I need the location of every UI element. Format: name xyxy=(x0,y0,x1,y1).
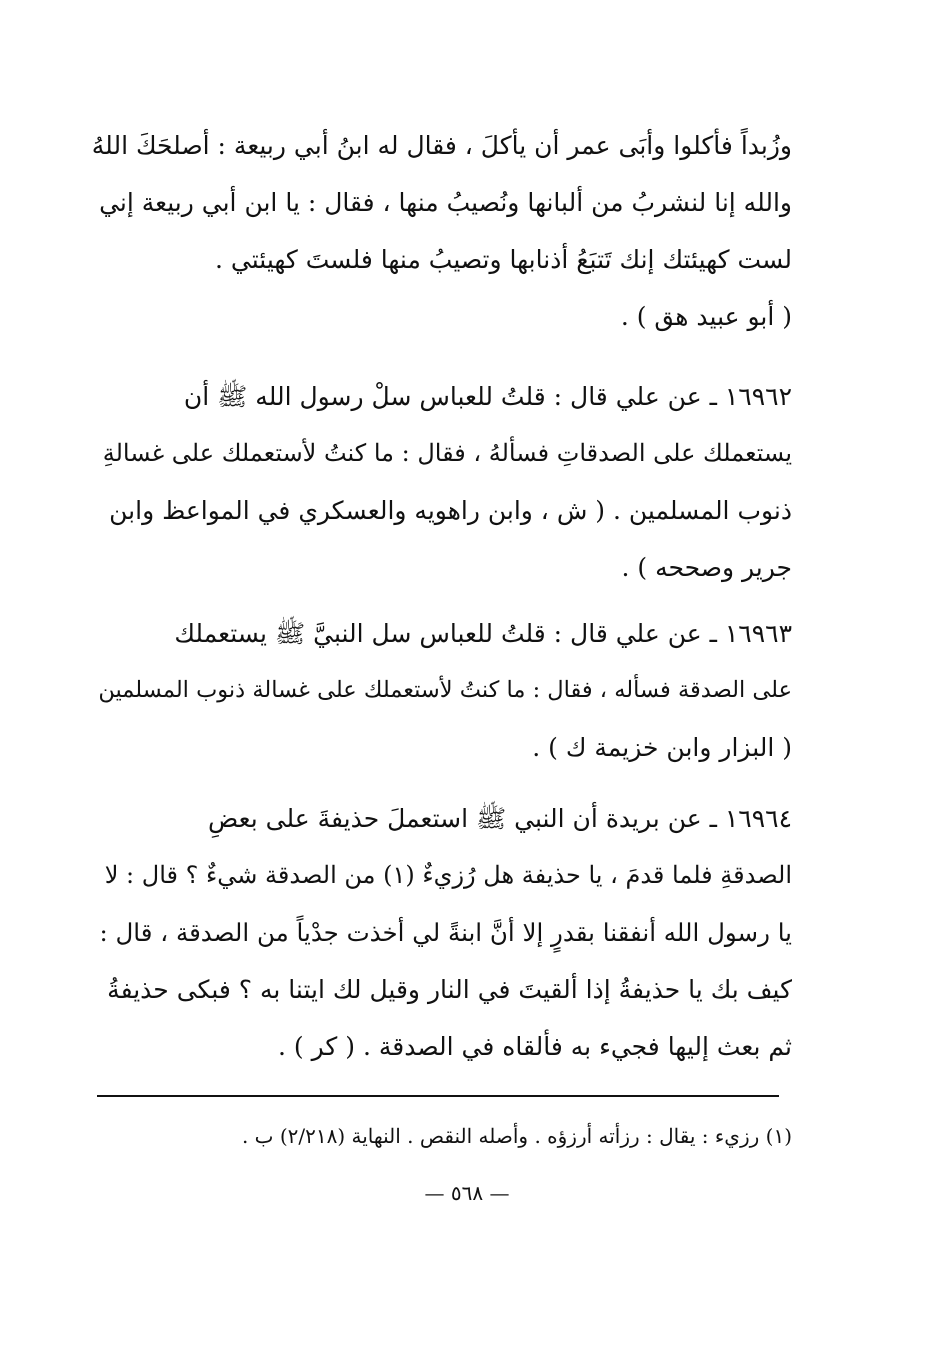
source-citation: ( البزار وابن خزيمة ك ) . xyxy=(532,733,792,762)
text-line: وزُبداً فأكلوا وأبَى عمر أن يأكلَ ، فقال له ابنُ أبي ربيعة : أصلحَكَ اللهُ xyxy=(92,131,792,160)
text-line: ١٦٩٦٤ ـ عن بريدة أن النبي ﷺ استعملَ حذيفةَ على بعضِ xyxy=(208,804,792,833)
text-line: ١٦٩٦٣ ـ عن علي قال : قلتُ للعباس سل النبيَّ ﷺ يستعملك xyxy=(174,619,792,648)
hadith-entry-16963 xyxy=(92,605,792,776)
text-line: ثم بعث إليها فجيء به فألقاه في الصدقة . ( كر ) . xyxy=(278,1032,792,1061)
source-citation: ( أبو عبيد هق ) . xyxy=(620,302,792,331)
text-line: ذنوب المسلمين . ( ش ، وابن راهويه والعسكري في المواعظ وابن xyxy=(109,496,792,525)
hadith-entry-16964 xyxy=(92,790,792,1075)
footnote-divider xyxy=(97,1095,779,1097)
hadith-entry-16962 xyxy=(92,368,792,596)
text-line: على الصدقة فسأله ، فقال : ما كنتُ لأستعملك على غسالة ذنوب المسلمين xyxy=(98,677,792,703)
text-line: لست كهيئتك إنك تَتبَعُ أذنابها وتصيبُ منها فلستَ كهيئتي . xyxy=(215,245,792,274)
page-number: — ٥٦٨ — xyxy=(424,1181,510,1205)
intro-paragraph xyxy=(92,117,792,345)
source-citation: جرير وصححه ) . xyxy=(621,553,792,582)
text-line: كيف بك يا حذيفةُ إذا ألقيتَ في النار وقيل لك ايتنا به ؟ فبكى حذيفةُ xyxy=(107,975,792,1004)
text-line: ١٦٩٦٢ ـ عن علي قال : قلتُ للعباس سلْ رسول الله ﷺ أن xyxy=(183,382,792,411)
text-line: يستعملك على الصدقاتِ فسألهُ ، فقال : ما كنتُ لأستعملك على غسالةِ xyxy=(102,439,792,467)
text-line: والله إنا لنشربُ من ألبانها ونُصيبُ منها ، فقال : يا ابن أبي ربيعة إني xyxy=(99,188,792,217)
footnote: (١) رزيء : يقال : رزأته أرزؤه . وأصله النقص . النهاية (٢/٢١٨) ب . xyxy=(241,1124,792,1148)
text-line: يا رسول الله أنفقنا بقدرٍ إلا أنَّ ابنةً لي أخذت جدْياً من الصدقة ، قال : xyxy=(99,918,792,947)
text-line: الصدقةِ فلما قدمَ ، يا حذيفة هل رُزيءٌ (١) من الصدقة شيءٌ ؟ قال : لا xyxy=(104,861,792,889)
